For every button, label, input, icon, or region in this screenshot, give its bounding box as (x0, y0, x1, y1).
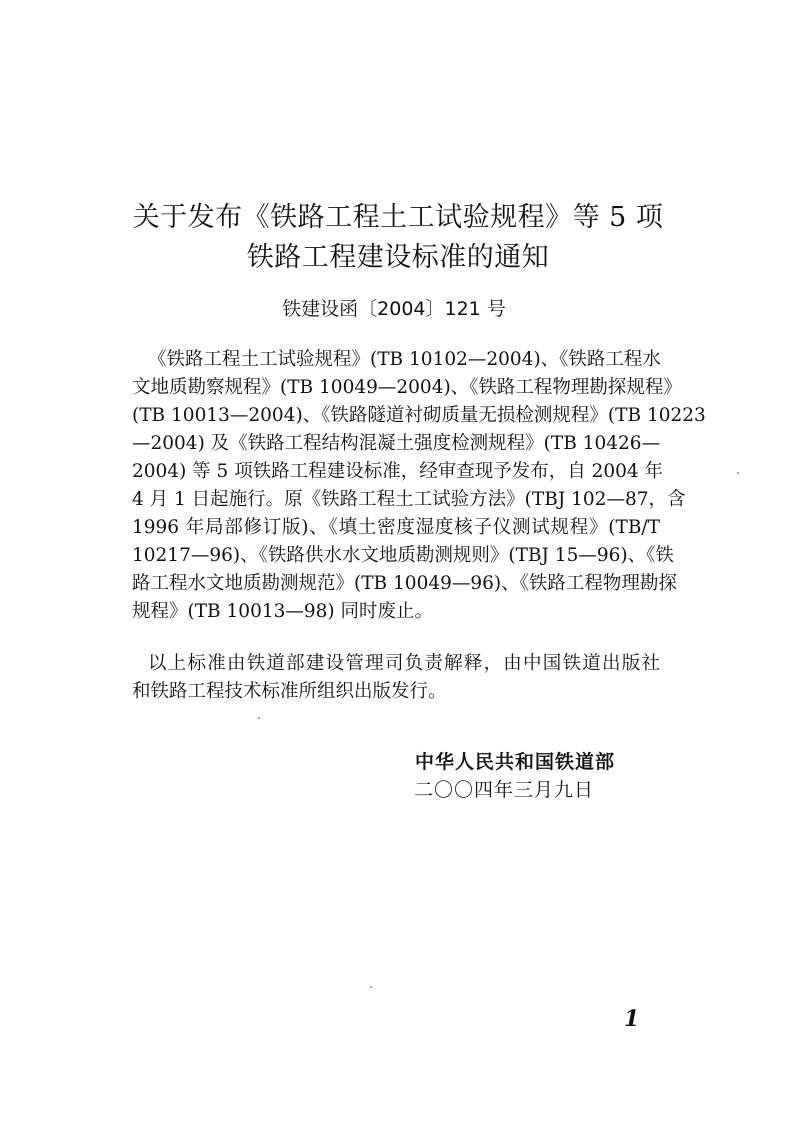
document-number: 铁建设函〔2004〕121 号 (282, 298, 506, 320)
paragraph-line: 《铁路工程土工试验规程》(TB 10102—2004)、《铁路工程水 (148, 349, 661, 370)
paragraph-line: 规程》(TB 10013—98) 同时废止。 (132, 601, 434, 622)
issue-date: 二〇〇四年三月九日 (414, 779, 595, 801)
paragraph-line: 2004) 等 5 项铁路工程建设标准，经审查现予发布，自 2004 年 (132, 461, 664, 482)
paragraph-line: 1996 年局部修订版)、《填土密度湿度核子仪测试规程》(TB/T (132, 517, 660, 538)
paragraph-line: 以上标准由铁道部建设管理司负责解释，由中国铁道出版社 (148, 653, 660, 674)
paragraph-line: 4 月 1 日起施行。原《铁路工程土工试验方法》(TBJ 102—87，含 (132, 489, 686, 510)
scan-speck (737, 472, 739, 474)
paragraph-line: (TB 10013—2004)、《铁路隧道衬砌质量无损检测规程》(TB 10223 (132, 405, 706, 426)
paragraph-line: 路工程水文地质勘测规范》(TB 10049—96)、《铁路工程物理勘探 (132, 573, 677, 594)
page-number: 1 (624, 1006, 640, 1032)
paragraph-line: —2004) 及《铁路工程结构混凝土强度检测规程》(TB 10426— (132, 433, 661, 454)
scan-speck (258, 717, 260, 719)
paragraph-line: 10217—96)、《铁路供水水文地质勘测规则》(TBJ 15—96)、《铁 (132, 545, 674, 566)
issuing-authority: 中华人民共和国铁道部 (415, 751, 616, 773)
notice-title-line-2: 铁路工程建设标准的通知 (246, 242, 550, 273)
paragraph-line: 文地质勘察规程》(TB 10049—2004)、《铁路工程物理勘探规程》 (132, 377, 682, 398)
notice-title-line-1: 关于发布《铁路工程土工试验规程》等 5 项 (132, 202, 664, 233)
paragraph-line: 和铁路工程技术标准所组织出版发行。 (132, 681, 447, 702)
scan-speck (370, 986, 372, 988)
